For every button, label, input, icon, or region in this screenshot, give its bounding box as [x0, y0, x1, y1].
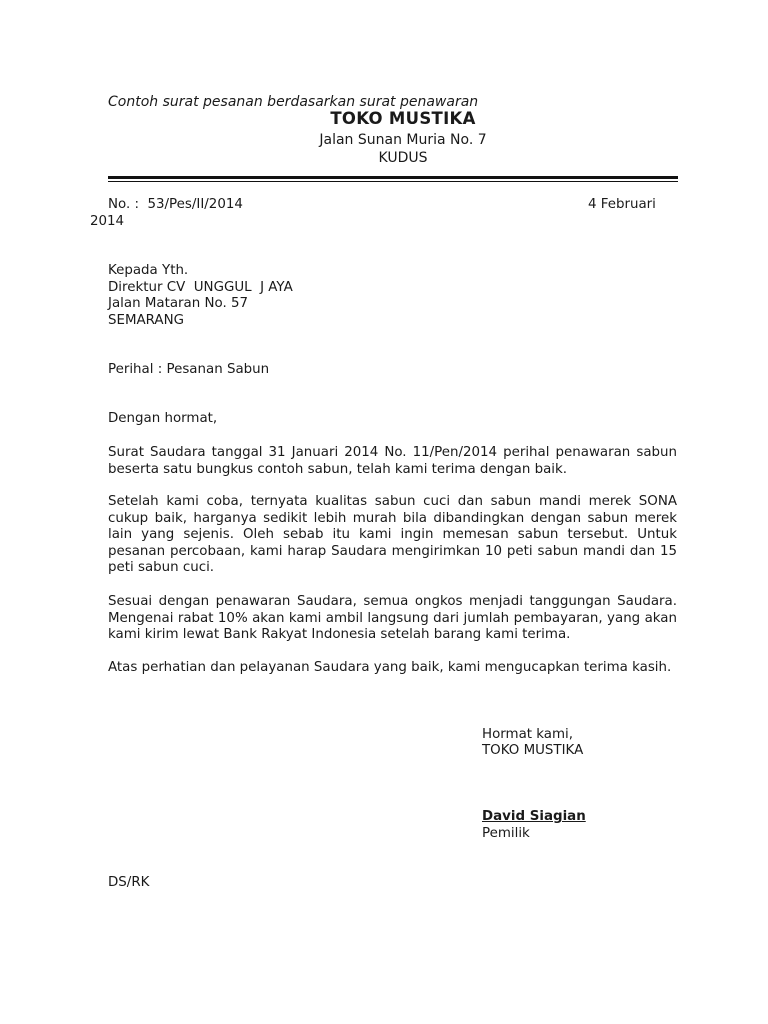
recipient-block [108, 263, 677, 329]
letterhead-divider-thick [108, 176, 678, 179]
body-paragraph-4: Atas perhatian dan pelayanan Saudara yang baik, kami mengucapkan terima kasih. [108, 660, 672, 675]
letterhead-company-name: TOKO MUSTIKA [330, 109, 476, 128]
recipient-city: SEMARANG [108, 312, 184, 328]
recipient-greeting: Kepada Yth. [108, 263, 189, 278]
letter-date-year: 2014 [90, 214, 125, 229]
closing-greeting: Hormat kami, [482, 727, 574, 742]
recipient-street: Jalan Mataran No. 57 [108, 296, 249, 312]
reference-initials: DS/RK [108, 875, 150, 890]
letterhead-address-city: KUDUS [378, 150, 428, 166]
body-paragraph-2: Setelah kami coba, ternyata kualitas sabun cuci dan sabun mandi merek SONA cukup baik, harganya sedikit lebih murah bila dibandingkan dengan sabun merek lain yang sejenis. Oleh sebab itu kami ingin memesan sabun tersebut. Untuk pesanan percobaan, kami harap Saudara mengirimkan 10 peti sabun mandi dan 15 peti sabun cuci. [108, 494, 677, 576]
letter-date: 4 Februari [588, 197, 656, 212]
letter-number: No. : 53/Pes/II/2014 [108, 197, 243, 212]
document-caption: Contoh surat pesanan berdasarkan surat penawaran [108, 94, 479, 110]
closing-company: TOKO MUSTIKA [482, 743, 584, 758]
signer-name: David Siagian [482, 809, 586, 824]
salutation: Dengan hormat, [108, 411, 218, 426]
letterhead-address-street: Jalan Sunan Muria No. 7 [319, 132, 487, 148]
letterhead-divider-thin [108, 181, 678, 182]
letter-subject: Perihal : Pesanan Sabun [108, 362, 270, 377]
body-paragraph-1: Surat Saudara tanggal 31 Januari 2014 No. 11/Pen/2014 perihal penawaran sabun beserta satu bungkus contoh sabun, telah kami terima dengan baik. [108, 445, 677, 477]
signer-title: Pemilik [482, 826, 530, 841]
recipient-title: Direktur CV UNGGUL J AYA [108, 279, 293, 295]
body-paragraph-3: Sesuai dengan penawaran Saudara, semua ongkos menjadi tanggungan Saudara. Mengenai rabat 10% akan kami ambil langsung dari jumlah pembayaran, yang akan kami kirim lewat Bank Rakyat Indonesia setelah barang kami terima. [108, 594, 677, 643]
